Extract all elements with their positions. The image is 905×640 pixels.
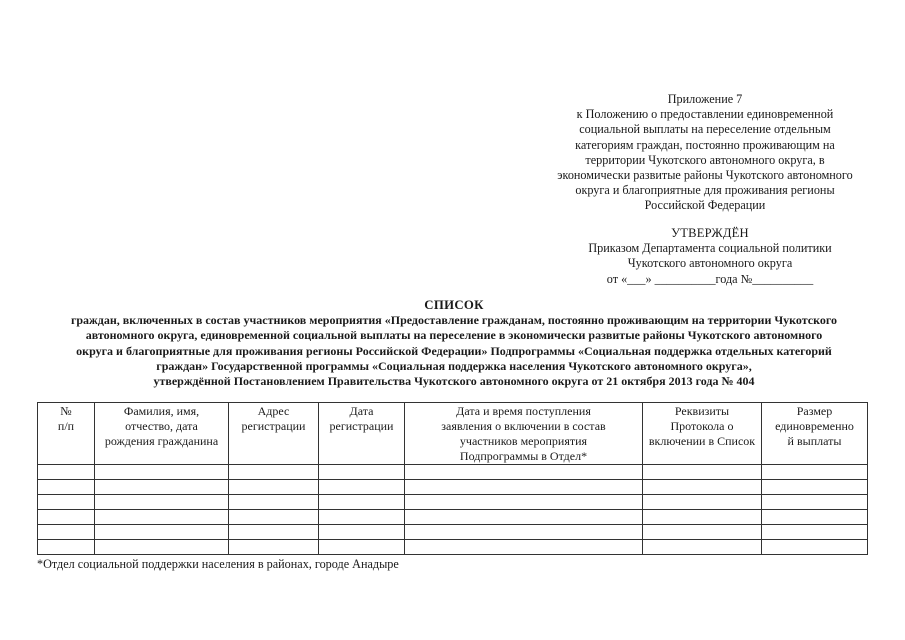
table-cell	[38, 510, 95, 525]
appendix-line: округа и благоприятные для проживания регионы	[575, 183, 835, 198]
table-cell	[762, 465, 868, 480]
table-cell	[643, 465, 762, 480]
table-cell	[762, 495, 868, 510]
appendix-line: категориям граждан, постоянно проживающим на	[575, 137, 835, 152]
table-cell	[762, 510, 868, 525]
column-header-registration-date: Дата регистрации	[319, 403, 405, 465]
table-cell	[643, 480, 762, 495]
table-cell	[38, 480, 95, 495]
table-cell	[319, 495, 405, 510]
table-cell	[229, 510, 319, 525]
appendix-line: к Положению о предоставлении единовременной	[576, 107, 834, 122]
table-cell	[229, 525, 319, 540]
heading-line: граждан, включенных в состав участников мероприятия «Предоставление гражданам, постоянно проживающим на территории Чукотского	[70, 313, 838, 328]
table-cell	[405, 510, 643, 525]
table-cell	[643, 510, 762, 525]
table-row	[38, 510, 868, 525]
table-row	[38, 480, 868, 495]
table-cell	[405, 495, 643, 510]
approval-line: Чукотского автономного округа	[627, 256, 793, 271]
table-cell	[405, 525, 643, 540]
footnote: *Отдел социальной поддержки населения в районах, городе Анадыре	[37, 557, 399, 571]
approval-title: УТВЕРЖДЁН	[671, 226, 749, 240]
table-cell	[95, 540, 229, 555]
table-cell	[405, 540, 643, 555]
citizens-list-table	[37, 402, 868, 555]
column-header-address: Адрес регистрации	[229, 403, 319, 465]
table-row	[38, 525, 868, 540]
column-header-number: № п/п	[38, 403, 95, 465]
table-cell	[95, 525, 229, 540]
appendix-line: социальной выплаты на переселение отдельным	[579, 122, 831, 137]
table-cell	[38, 495, 95, 510]
approval-line: Приказом Департамента социальной политики	[588, 241, 832, 256]
appendix-line: экономически развитые районы Чукотского автономного	[557, 168, 853, 183]
table-row	[38, 540, 868, 555]
table-cell	[229, 480, 319, 495]
table-cell	[319, 525, 405, 540]
table-cell	[405, 465, 643, 480]
document-title: СПИСОК	[424, 298, 484, 312]
table-cell	[762, 525, 868, 540]
table-cell	[229, 495, 319, 510]
column-header-payment-amount: Размер единовременно й выплаты	[762, 403, 868, 465]
appendix-line: территории Чукотского автономного округа, в	[585, 152, 825, 167]
heading-line: граждан» Государственной программы «Социальная поддержка населения Чукотского автономного округа»,	[156, 358, 752, 373]
table-cell	[95, 480, 229, 495]
table-cell	[319, 465, 405, 480]
document-heading	[24, 298, 884, 389]
table-cell	[405, 480, 643, 495]
table-cell	[643, 495, 762, 510]
table-cell	[95, 510, 229, 525]
table-cell	[38, 525, 95, 540]
appendix-line: Приложение 7	[667, 92, 743, 106]
table-cell	[319, 540, 405, 555]
table-row	[38, 495, 868, 510]
approval-date-line: от «___» __________года №__________	[606, 271, 814, 286]
table-cell	[762, 480, 868, 495]
column-header-full-name: Фамилия, имя, отчество, дата рождения гражданина	[95, 403, 229, 465]
appendix-block	[520, 92, 890, 214]
appendix-line: Российской Федерации	[644, 198, 766, 213]
table-cell	[319, 480, 405, 495]
approval-block	[560, 226, 860, 287]
table-cell	[643, 525, 762, 540]
heading-line: автономного округа, единовременной социальной выплаты на переселение в экономически развитые районы Чукотского автономного	[85, 328, 823, 343]
table-body	[38, 465, 868, 555]
column-header-application-date: Дата и время поступления заявления о включении в состав участников мероприятия Подпрограммы в Отдел*	[405, 403, 643, 465]
table-header-row	[38, 403, 868, 465]
table-cell	[95, 495, 229, 510]
table-cell	[643, 540, 762, 555]
heading-line: округа и благоприятные для проживания регионы Российской Федерации» Подпрограммы «Социальная поддержка отдельных категорий	[76, 343, 832, 358]
table-row	[38, 465, 868, 480]
table-cell	[38, 465, 95, 480]
table-cell	[229, 540, 319, 555]
table-cell	[319, 510, 405, 525]
column-header-protocol: Реквизиты Протокола о включении в Список	[643, 403, 762, 465]
table-cell	[762, 540, 868, 555]
table-cell	[229, 465, 319, 480]
table-cell	[95, 465, 229, 480]
heading-line: утверждённой Постановлением Правительства Чукотского автономного округа от 21 октября 2013 года № 404	[153, 374, 755, 389]
table-cell	[38, 540, 95, 555]
